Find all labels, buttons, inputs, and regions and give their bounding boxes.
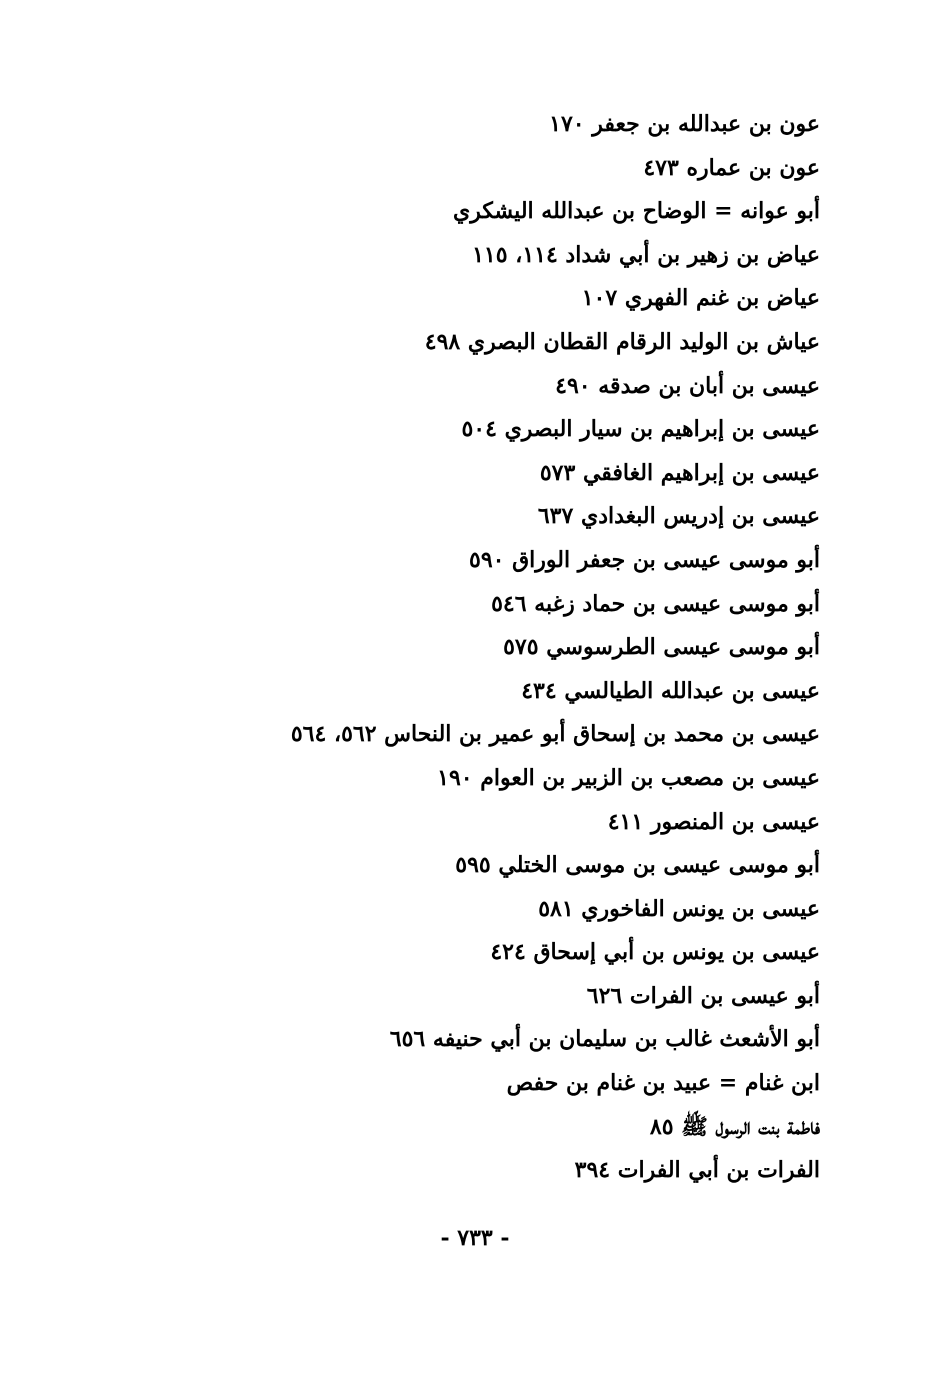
- index-entry: ابن غنام = عبيد بن غنام بن حفص: [506, 1070, 820, 1097]
- index-entry: عون بن عبدالله بن جعفر ١٧٠: [549, 111, 820, 137]
- index-entry: عيسى بن محمد بن إسحاق أبو عمير بن النحاس ٥٦٢، ٥٦٤: [290, 721, 820, 748]
- index-entry: عيسى بن يونس بن أبي إسحاق ٤٢٤: [490, 939, 820, 966]
- index-entry: عياض بن زهير بن أبي شداد ١١٤، ١١٥: [472, 241, 820, 268]
- index-entry: الفرات بن أبي الفرات ٣٩٤: [574, 1157, 820, 1184]
- index-entry: عيسى بن يونس الفاخوري ٥٨١: [538, 895, 820, 922]
- index-entry: أبو الأشعث غالب بن سليمان بن أبي حنيفه ٦٥٦: [389, 1026, 820, 1053]
- index-entry: عيسى بن المنصور ٤١١: [607, 808, 820, 835]
- index-entry: أبو عوانه = الوضاح بن عبدالله اليشكري: [453, 198, 820, 225]
- index-entry: أبو عيسى بن الفرات ٦٢٦: [586, 982, 820, 1009]
- index-entry: عياض بن غنم الفهري ١٠٧: [581, 285, 820, 312]
- index-entries-list: [260, 103, 820, 1193]
- page-number: - ٧٣٣ -: [440, 1225, 510, 1251]
- index-entry: عيسى بن إدريس البغدادي ٦٣٧: [537, 503, 820, 530]
- index-entry: عيسى بن إبراهيم بن سيار البصري ٥٠٤: [461, 416, 820, 443]
- index-entry: عون بن عماره ٤٧٣: [643, 154, 820, 181]
- index-entry: أبو موسى عيسى بن جعفر الوراق ٥٩٠: [469, 546, 820, 573]
- index-entry: عيسى بن إبراهيم الغافقي ٥٧٣: [539, 459, 820, 486]
- index-entry: أبو موسى عيسى بن حماد زغبه ٥٤٦: [491, 590, 820, 617]
- index-entry: فاطمة بنت الرسول ﷺ ٨٥: [649, 1113, 820, 1140]
- index-entry: أبو موسى عيسى بن موسى الختلي ٥٩٥: [455, 852, 820, 879]
- index-entry: عياش بن الوليد الرقام القطان البصري ٤٩٨: [424, 328, 820, 355]
- index-entry: عيسى بن عبدالله الطيالسي ٤٣٤: [521, 677, 820, 704]
- index-entry: أبو موسى عيسى الطرسوسي ٥٧٥: [503, 634, 820, 661]
- index-entry: عيسى بن مصعب بن الزبير بن العوام ١٩٠: [437, 764, 820, 791]
- index-entry: عيسى بن أبان بن صدقه ٤٩٠: [555, 372, 820, 399]
